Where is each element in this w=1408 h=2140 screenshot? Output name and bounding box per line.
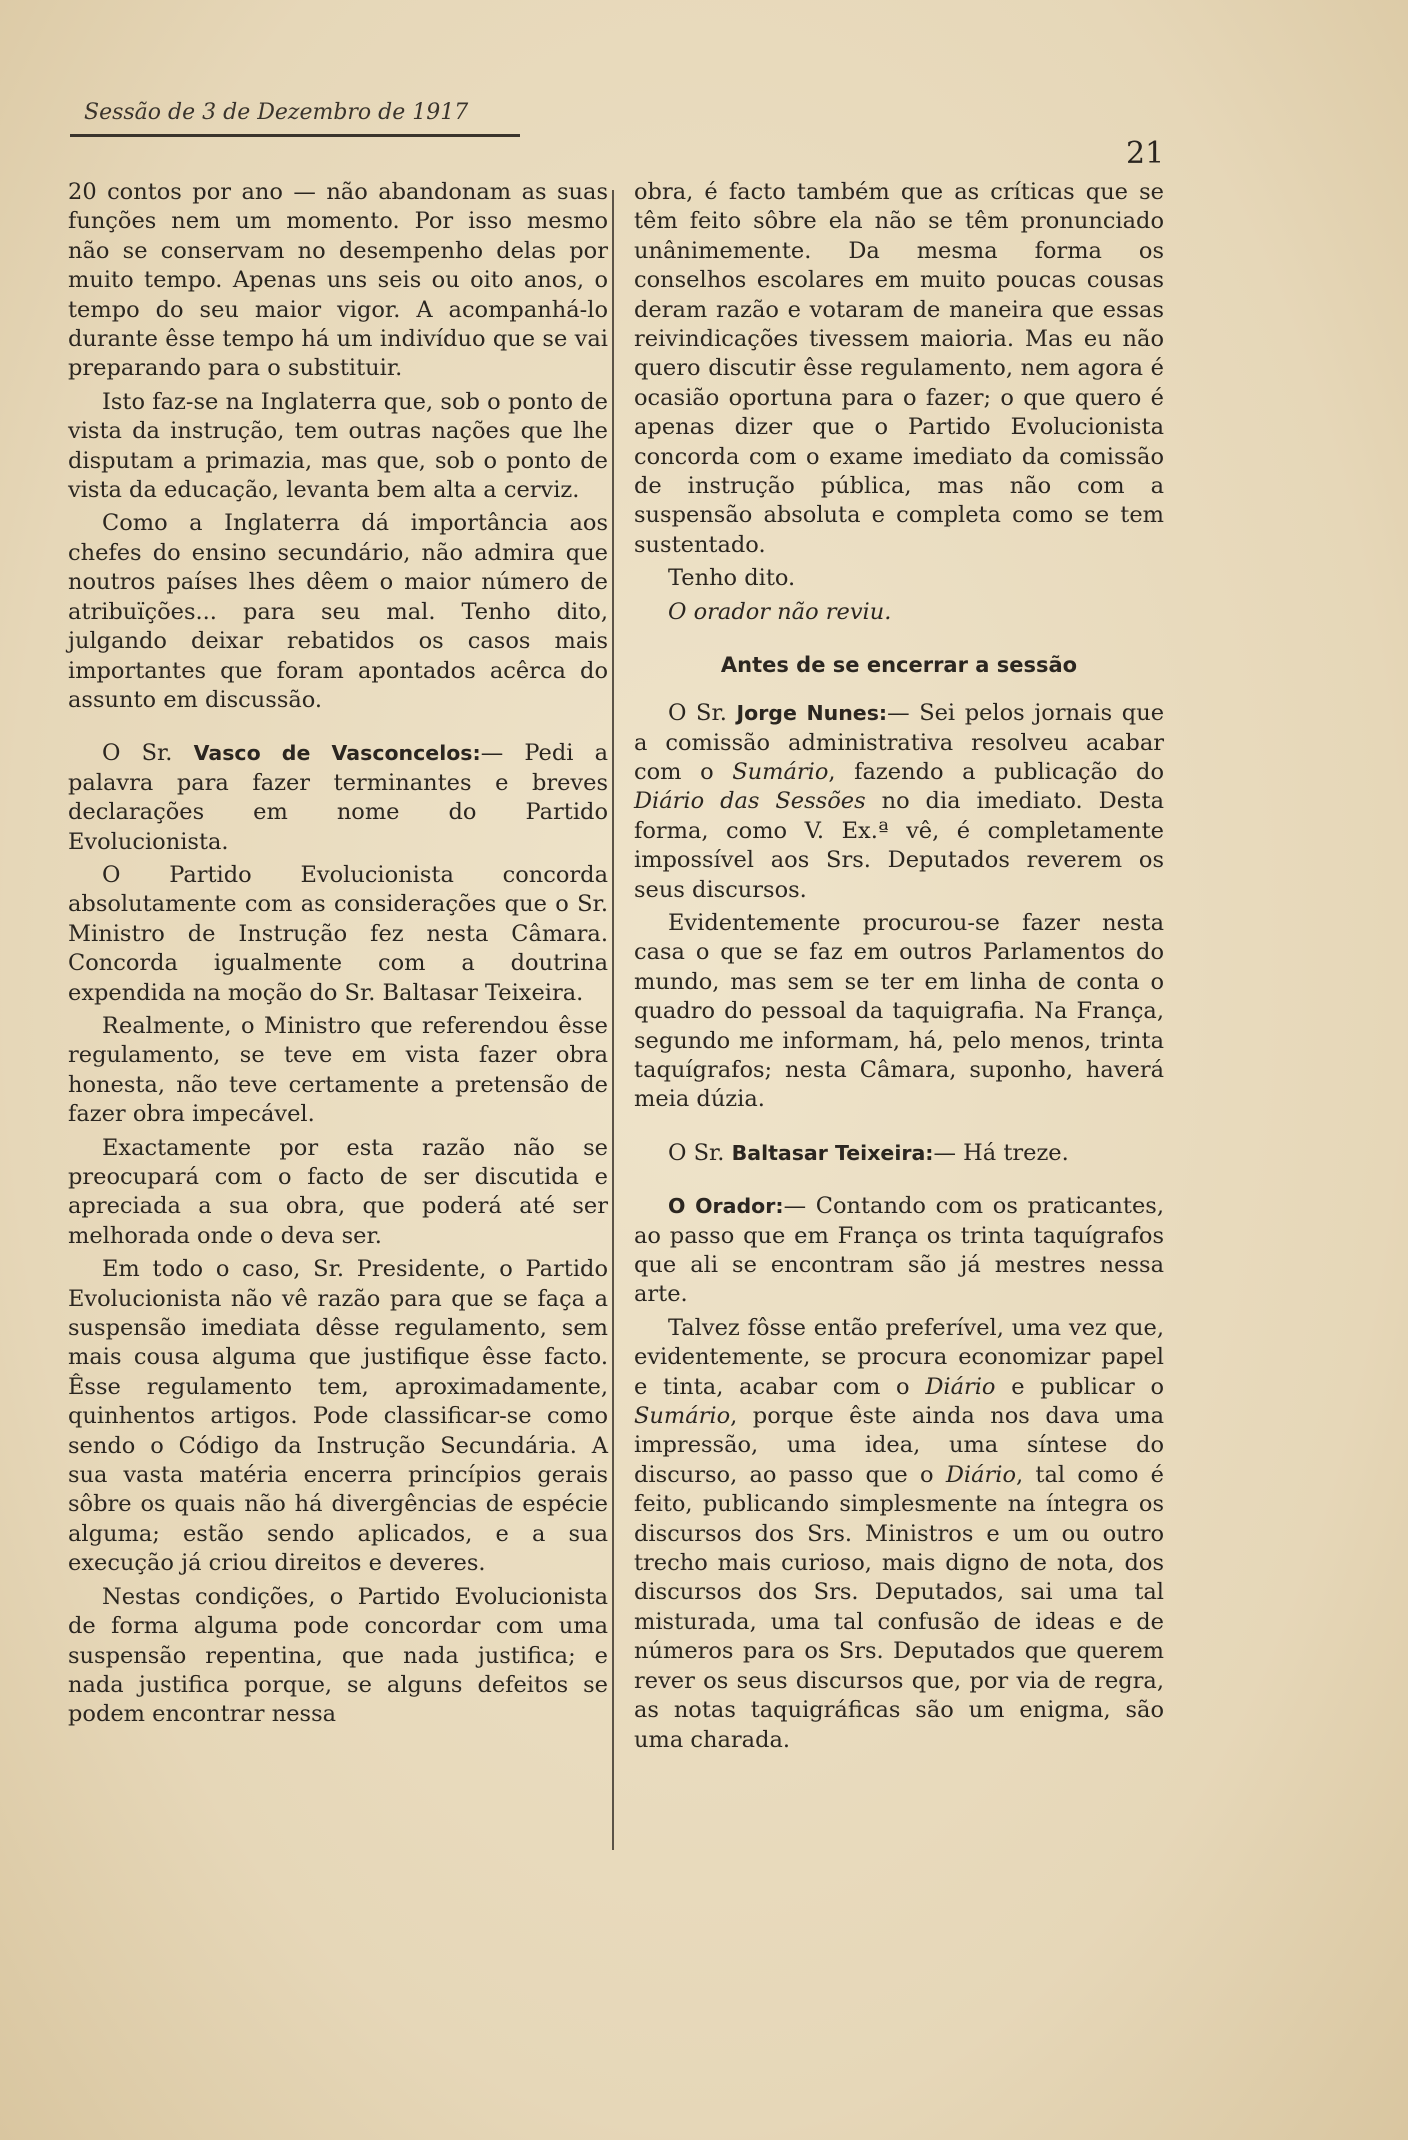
speech-text: no dia imediato. Desta forma, como V. Ex.ª vê, é completamente impossível aos Srs. Deputados reverem os seus discursos. xyxy=(634,788,1165,903)
speaker-name: O Orador: xyxy=(668,1194,784,1219)
speaker-paragraph xyxy=(634,699,1164,905)
speech-text: , tal como é feito, publicando simplesmente na íntegra os discursos dos Srs. Ministros e um ou outro trecho mais curioso, mais digno de nota, dos discursos dos Srs. Deputados, sai uma tal misturada, uma tal confusão de ideas e de números para os Srs. Deputados que querem rever os seus discursos que, por via de regra, as notas taquigráficas são um enigma, são uma charada. xyxy=(634,1461,1164,1753)
paragraph xyxy=(634,1314,1164,1755)
speech-text: , porque êste ainda nos dava uma impressão, uma idea, uma síntese do discurso, ao passo que o xyxy=(634,1403,1164,1488)
paragraph: Nestas condições, o Partido Evolucionista de forma alguma pode concordar com uma suspensão repentina, que nada justifica; e nada justifica porque, se alguns defeitos se podem encontrar nessa xyxy=(68,1583,608,1728)
speech-text: , fazendo a publicação do xyxy=(828,758,1164,785)
publication-title: Sumário xyxy=(732,758,829,785)
paragraph: obra, é facto também que as críticas que se têm feito sôbre ela não se têm pronunciado unânimemente. Da mesma forma os conselhos escolares em muito poucas cousas deram razão e votaram de maneira que essas reivindicações tivessem maioria. Mas eu não quero discutir êsse regulamento, nem agora é ocasião oportuna para o fazer; o que quero é apenas dizer que o Partido Evolucionista concorda com o exame imediato da comissão de instrução pública, mas não com a suspensão absoluta e completa como se tem sustentado. xyxy=(634,179,1164,558)
paragraph: Evidentemente procurou-se fazer nesta casa o que se faz em outros Parlamentos do mundo, mas sem se ter em linha de conta o quadro do pessoal da taquigrafia. Na França, segundo me informam, há, pelo menos, trinta taquígrafos; nesta Câmara, suponho, haverá meia dúzia. xyxy=(634,909,1164,1113)
paragraph: 20 contos por ano — não abandonam as suas funções nem um momento. Por isso mesmo não se conservam no desempenho delas por muito tempo. Apenas uns seis ou oito anos, o tempo do seu maior vigor. A acompanhá-lo durante êsse tempo há um indivíduo que se vai preparando para o substituir. xyxy=(68,179,608,382)
editor-note: O orador não reviu. xyxy=(668,598,892,625)
right-column xyxy=(634,178,1164,1759)
speech-text: — Pedi a palavra para fazer terminantes e breves declarações em nome do Partido Evolucionista. xyxy=(68,740,609,855)
speaker-paragraph xyxy=(634,1192,1164,1310)
paragraph: Como a Inglaterra dá importância aos chefes do ensino secundário, não admira que noutros países lhes dêem o maior número de atribuïções... para seu mal. Tenho dito, julgando deixar rebatidos os casos mais importantes que foram apontados acêrca do assunto em discussão. xyxy=(68,510,608,713)
paragraph: Isto faz-se na Inglaterra que, sob o ponto de vista da instrução, tem outras nações que lhe disputam a primazia, mas que, sob o ponto de vista da educação, levanta bem alta a cerviz. xyxy=(68,388,608,504)
section-heading: Antes de se encerrar a sessão xyxy=(720,653,1078,678)
speaker-paragraph xyxy=(634,1139,1164,1168)
speaker-name: Baltasar Teixeira: xyxy=(731,1140,934,1165)
paragraph: Em todo o caso, Sr. Presidente, o Partido Evolucionista não vê razão para que se faça a suspensão imediata dêsse regulamento, sem mais cousa alguma que justifique êsse facto. Êsse regulamento tem, aproximadamente, quinhentos artigos. Pode classificar-se como sendo o Código da Instrução Secundária. A sua vasta matéria encerra princípios gerais sôbre os quais não há divergências de espécie alguma; estão sendo aplicados, e a sua execução já criou direitos e deveres. xyxy=(68,1256,608,1577)
publication-title: Sumário xyxy=(634,1403,731,1430)
paragraph: O Partido Evolucionista concorda absolutamente com as considerações que o Sr. Ministro de Instrução fez nesta Câmara. Concorda igualmente com a doutrina expendida na moção do Sr. Baltasar Teixeira. xyxy=(68,861,608,1006)
speaker-name: Jorge Nunes: xyxy=(736,701,888,726)
speech-text: — Contando com os praticantes, ao passo que em França os trinta taquígrafos que ali se encontram são já mestres nessa arte. xyxy=(634,1193,1164,1308)
speech-text: e publicar o xyxy=(1011,1373,1164,1400)
speech-text: — Sei pelos jornais que a comissão administrativa resolveu acabar com o xyxy=(634,700,1165,785)
speech-text: Talvez fôsse então preferível, uma vez que, evidentemente, se procura economizar papel e tinta, acabar com o xyxy=(634,1314,1164,1400)
paragraph: Realmente, o Ministro que referendou êsse regulamento, se teve em vista fazer obra honesta, não teve certamente a pretensão de fazer obra impecável. xyxy=(68,1012,608,1128)
column-divider xyxy=(612,190,614,1850)
publication-title: Diário xyxy=(925,1373,996,1400)
speaker-prefix: O Sr. xyxy=(668,700,727,727)
paragraph: Exactamente por esta razão não se preocupará com o facto de ser discutida e apreciada a sua obra, que poderá até ser melhorada onde o deva ser. xyxy=(68,1134,608,1249)
left-column xyxy=(68,178,608,1734)
speaker-paragraph xyxy=(68,739,608,857)
paragraph: Tenho dito. xyxy=(668,565,796,592)
page-number: 21 xyxy=(1126,136,1165,171)
speaker-prefix: O Sr. xyxy=(102,740,173,767)
publication-title: Diário das Sessões xyxy=(634,788,866,815)
speaker-name: Vasco de Vasconcelos: xyxy=(193,741,481,766)
session-header-title: Sessão de 3 de Dezembro de 1917 xyxy=(84,100,469,125)
header-rule xyxy=(70,134,520,137)
speaker-prefix: O Sr. xyxy=(668,1139,725,1166)
speech-text: — Há treze. xyxy=(933,1139,1069,1166)
publication-title: Diário xyxy=(945,1461,1016,1488)
